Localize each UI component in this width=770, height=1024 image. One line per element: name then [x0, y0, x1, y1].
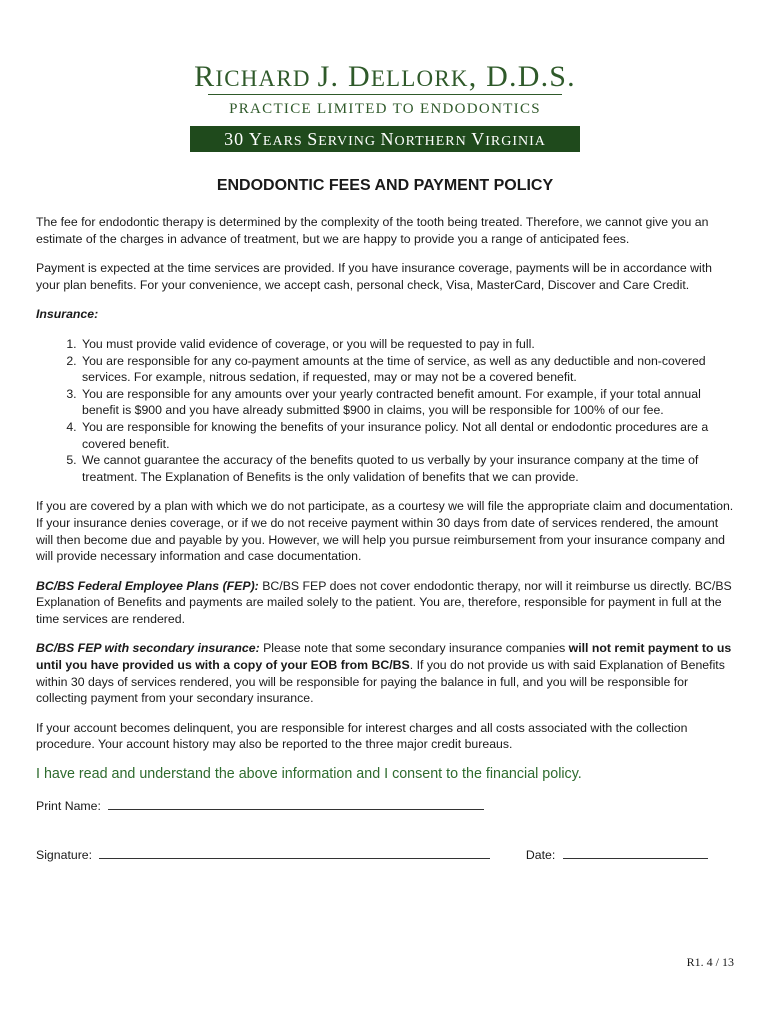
- non-participating-paragraph: If you are covered by a plan with which we do not participate, as a courtesy we will file the appropriate claim and documentation. If your insurance denies coverage, or if we do not receive payment within 30 days from date of services rendered, the amount will then become due and payable by you. However, we will help you pursue reimbursement from your insurance company and will provide necessary information and case documentation.: [36, 499, 734, 564]
- consent-statement: I have read and understand the above information and I consent to the financial policy.: [36, 766, 582, 783]
- list-item: 1. You must provide valid evidence of coverage, or you will be requested to pay in full.: [80, 336, 736, 353]
- signature-label: Signature:: [36, 847, 93, 862]
- insurance-list: [36, 336, 736, 485]
- fep-text: BC/BS FEP does not cover endodontic therapy, nor will it reimburse us directly. BC/BS Explanation of Benefits and payments are mailed solely to the patient. You are, therefore, responsible for payment in full at the time services are rendered.: [36, 578, 732, 626]
- fep-secondary-paragraph: BC/BS FEP with secondary insurance: Please note that some secondary insurance companies will not remit payment to us until you have provided us with a copy of your EOB from BC/BS. If you do not provide us with said Explanation of Benefits within 30 days of services rendered, you will be responsible for paying the balance in full, and you will be responsible for collecting payment from your secondary insurance.: [36, 641, 732, 706]
- policy-body: [36, 214, 736, 866]
- print-name-label: Print Name:: [36, 798, 101, 813]
- print-name-row: [36, 797, 736, 817]
- date-line[interactable]: [563, 846, 708, 859]
- practice-subtitle: PRACTICE LIMITED TO ENDODONTICS: [229, 101, 541, 117]
- list-item: 5. We cannot guarantee the accuracy of the benefits quoted to us verbally by your insurance company at the time of treatment. The Explanation of Benefits is the only validation of benefits that we can provide.: [80, 452, 736, 485]
- fep-secondary-bold: will not remit payment to us until you have provided us with a copy of your EOB from BC/BS: [36, 641, 732, 673]
- letterhead: [190, 62, 580, 152]
- fep-secondary-label: BC/BS FEP with secondary insurance:: [36, 641, 260, 656]
- document-title: ENDODONTIC FEES AND PAYMENT POLICY: [216, 177, 554, 194]
- delinquent-paragraph: If your account becomes delinquent, you are responsible for interest charges and all costs associated with the collection procedure. Your account history may also be reported to the three major credit bureaus.: [36, 720, 688, 752]
- list-item: 2. You are responsible for any co-payment amounts at the time of service, as well as any deductible and non-covered services. For example, nitrous sedation, if requested, may or may not be a covered benefit.: [80, 353, 736, 386]
- letterhead-rule: [208, 94, 562, 95]
- fep-label: BC/BS Federal Employee Plans (FEP):: [36, 578, 259, 593]
- list-item: 4. You are responsible for knowing the benefits of your insurance policy. Not all dental or endodontic procedures are a covered benefit.: [80, 419, 736, 452]
- years-banner: 30 YEARS SERVING NORTHERN VIRGINIA: [190, 126, 580, 152]
- fep-paragraph: [36, 578, 736, 628]
- revision-code: R1. 4 / 13: [686, 955, 734, 969]
- signature-line[interactable]: [99, 846, 490, 859]
- list-item: 3. You are responsible for any amounts over your yearly contracted benefit amount. For example, if your total annual benefit is $900 and you have already submitted $900 in claims, you will be responsible for 100% of our fee.: [80, 386, 736, 419]
- signature-row: [36, 846, 736, 866]
- insurance-heading: Insurance:: [36, 307, 99, 322]
- print-name-line[interactable]: [108, 797, 484, 810]
- fee-paragraph: The fee for endodontic therapy is determined by the complexity of the tooth being treated. Therefore, we cannot give you an estimate of the charges in advance of treatment, but we are happy to provide you a range of anticipated fees.: [36, 215, 709, 246]
- date-label: Date:: [525, 847, 556, 862]
- practice-name: RICHARD J. DELLORK, D.D.S.: [194, 60, 576, 93]
- payment-paragraph: Payment is expected at the time services are provided. If you have insurance coverage, payments will be in accordance with your plan benefits. For your convenience, we accept cash, personal check, Visa, MasterCard, Discover and Care Credit.: [36, 261, 712, 292]
